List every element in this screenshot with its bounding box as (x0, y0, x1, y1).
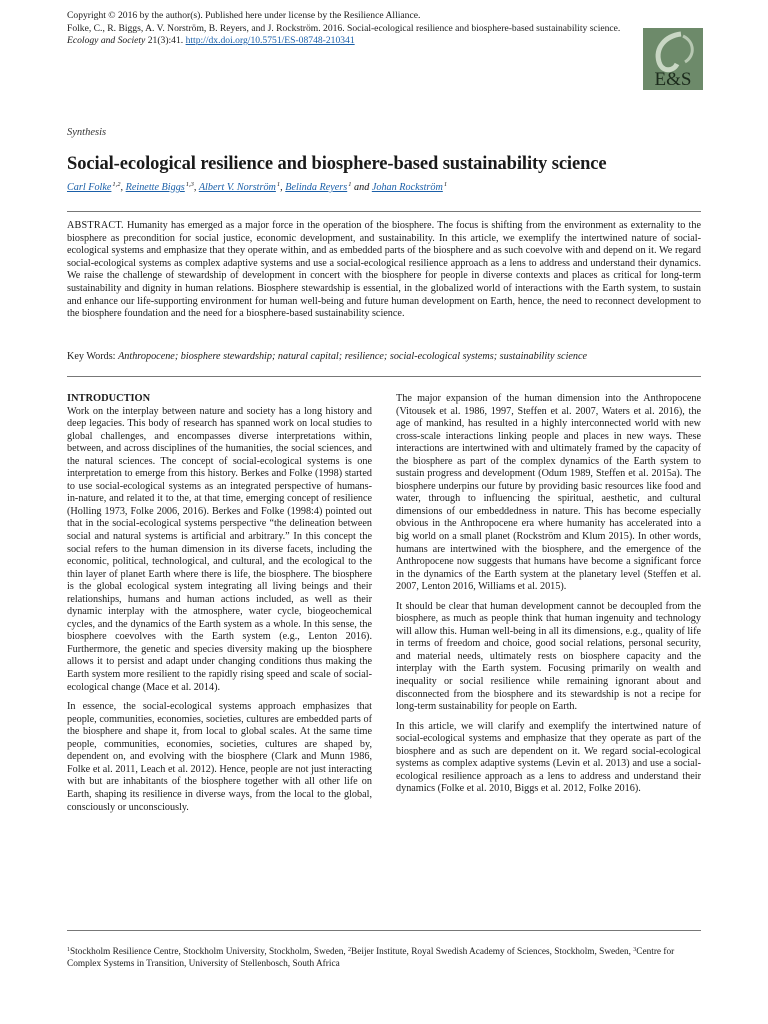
volume-pages: 21(3):41. (147, 35, 184, 47)
article-type: Synthesis (67, 127, 107, 138)
divider (67, 376, 701, 377)
abstract-label: ABSTRACT. (67, 220, 124, 231)
paragraph: The major expansion of the human dimension into the Anthropocene (Vitousek et al. 1986, 1997, Steffen et al. 2007, Waters et al. 2016), the age of mankind, has resulted in a highly interconnected world with new cross-scale interactions linking people and places in new ways. These interactions are intertwined with and ultimately framed by the capacity of the biosphere as part of the complex dynamics of the Earth system to sustain progress and development (Odum 1989, Steffen et al. 2015a). The biosphere underpins our future by providing basic resources like food and water, through to influencing the spiritual, aesthetic, and cultural dimensions of our embeddedness in nature. This has become especially obvious in the Anthropocene era where humanity has accelerated into a big world on a small planet (Rockström and Klum 2015). In other words, humans are intertwined with the biosphere, and the emergence of the Anthropocene now suggests that humans have become a significant force in the dynamics of the Earth system at the planetary level (Steffen et al. 2007, Lenton 2016, Williams et al. 2015). (396, 393, 701, 593)
affiliation: Beijer Institute, Royal Swedish Academy of Sciences, Stockholm, Sweden, (351, 947, 631, 957)
doi-link[interactable]: http://dx.doi.org/10.5751/ES-08748-210341 (185, 35, 355, 47)
keywords-text: Anthropocene; biosphere stewardship; natural capital; resilience; social-ecological systems; sustainability science (118, 351, 588, 362)
author-list: Carl Folke$^{1,2}$, Reinette Biggs$^{1,3}$, Albert V. Norström$^1$, Belinda Reyers$^1$ and Johan Rockström$^1$ (67, 181, 448, 193)
author-link[interactable]: Albert V. Norström (198, 182, 276, 193)
author-link[interactable]: Belinda Reyers (285, 182, 348, 193)
affiliation-footnotes: $^1$Stockholm Resilience Centre, Stockholm University, Stockholm, Sweden, $^2$Beijer Institute, Royal Swedish Academy of Sciences, Stockholm, Sweden, $^3$Centre for Complex Systems in Transition, University of Stellenbosch, South Africa (67, 947, 675, 970)
paragraph: In this article, we will clarify and exemplify the intertwined nature of social-ecological systems and emphasize that they operate as part of the biosphere and as such are dependent on it. We regard social-ecological systems as complex adaptive systems (Levin et al. 2013) and use a social-ecological resilience approach as a lens to address and understand their dynamics (Folke et al. 2010, Biggs et al. 2012, Folke 2016). (396, 720, 701, 795)
footnote-divider (67, 930, 701, 931)
journal-name: Ecology and Society (67, 35, 146, 47)
logo-text: E&S (654, 69, 692, 90)
author-affiliation: 1,2 (112, 181, 121, 188)
affiliation: Centre for Complex Systems in Transition, University of Stellenbosch, South Africa (67, 947, 675, 970)
author-affiliation: 1,3 (185, 181, 194, 188)
citation-line (67, 23, 637, 48)
abstract (67, 220, 701, 321)
divider (67, 211, 701, 212)
paragraph: In essence, the social-ecological systems approach emphasizes that people, communities, economies, societies, cultures are embedded parts of the biosphere and shape it, from local to global scales. At the same time people, communities, economies, societies, cultures are shaped by, dependent on, and evolving with the biosphere (Clark and Munn 1986, Folke et al. 2011, Leach et al. 2012). Hence, people are not just interacting with but are inhabitants of the biosphere together with all other life on Earth, shaping its resilience in diverse ways, from the local to the global, consciously or unconsciously. (67, 701, 372, 813)
left-column (67, 393, 372, 821)
author-link[interactable]: Carl Folke (67, 182, 112, 193)
affiliation: Stockholm Resilience Centre, Stockholm University, Stockholm, Sweden, (70, 947, 346, 957)
copyright-line: Copyright © 2016 by the author(s). Published here under license by the Resilience Alliance. (67, 10, 421, 21)
paragraph: Work on the interplay between nature and society has a long history and deep legacies. This body of research has spanned work on local studies to global challenges, and encompasses diverse interpretations within, between, and across disciplines of the humanities, the social sciences, and the natural sciences. The concept of social-ecological systems is one interpretation to emerge from this history. Berkes and Folke (1998) started to use social-ecological systems as an integrated perspective of humans-in-nature, and related it to the, at that time, emerging concept of resilience (Holling 1973, Folke 2006, 2016). Berkes and Folke (1998:4) pointed out that in the social-ecological systems perspective “the delineation between social and natural systems is artificial and arbitrary.” In this concept the social refers to the human dimension in its diverse facets, including the economic, political, technological, and cultural, and the ecological to the thin layer of planet Earth where there is life, the biosphere. The biosphere is the global ecological system integrating all living beings and their relationships, humans and human actions included, as well as their dynamic interplay with the atmosphere, water cycle, biogeochemical cycles, and the dynamics of the Earth system as a whole. In this sense, the biosphere coevolves with the Earth system (e.g., Lenton 2016). Furthermore, the genetic and species diversity making up the biosphere allows it to persist and adapt under changing conditions thus making the Earth system more resilient to the rapidly rising speed and scale of social-ecological change (Mace et al. 2014). (67, 405, 372, 693)
author-link[interactable]: Reinette Biggs (125, 182, 185, 193)
author-affiliation: 1 (276, 181, 281, 188)
journal-logo (643, 28, 703, 90)
keywords (67, 351, 701, 364)
section-heading: INTRODUCTION (67, 393, 151, 404)
citation-text: Folke, C., R. Biggs, A. V. Norström, B. Reyers, and J. Rockström. 2016. Social-ecological resilience and biosphere-based sustainability science. (67, 22, 621, 34)
abstract-text: Humanity has emerged as a major force in the operation of the biosphere. The focus is shifting from the environment as externality to the biosphere as precondition for social justice, economic development, and sustainability. In this article, we exemplify the intertwined nature of social-ecological systems and emphasize that they operate within, and as embedded parts of the biosphere and as such coevolve with and depend on it. We regard social-ecological systems as complex adaptive systems and use a social-ecological resilience approach as a lens to address and understand their dynamics. We raise the challenge of stewardship of development in concert with the biosphere for people in diverse contexts and places as critical for long-term sustainability and dignity in human relations. Biosphere stewardship is essential, in the globalized world of interactions with the Earth system, to sustain and enhance our life-supporting environment for human well-being and future human development on Earth, hence, the need to reconnect development to the biosphere foundation and the need for a biosphere-based sustainability science. (67, 220, 702, 320)
author-affiliation: 1 (443, 181, 448, 188)
author-and: and (354, 182, 370, 193)
author-link[interactable]: Johan Rockström (371, 182, 443, 193)
article-title: Social-ecological resilience and biosphere-based sustainability science (67, 154, 607, 174)
right-column (396, 393, 701, 803)
keywords-label: Key Words: (67, 351, 116, 362)
author-affiliation: 1 (348, 181, 352, 188)
citation-header (67, 10, 637, 48)
paragraph: It should be clear that human development cannot be decoupled from the biosphere, as much as people think that human ingenuity and technology will allow this. Human well-being in all its dimensions, e.g., quality of life in terms of freedom and choice, good social relations, personal security, and material needs, ultimately rests on biosphere capacity and the interplay with the Earth system. Focusing primarily on wealth and inequality or social resilience while remaining ignorant about and disconnected from the biosphere and its stewardship is not a recipe for long-term sustainability for people on Earth. (396, 600, 701, 713)
